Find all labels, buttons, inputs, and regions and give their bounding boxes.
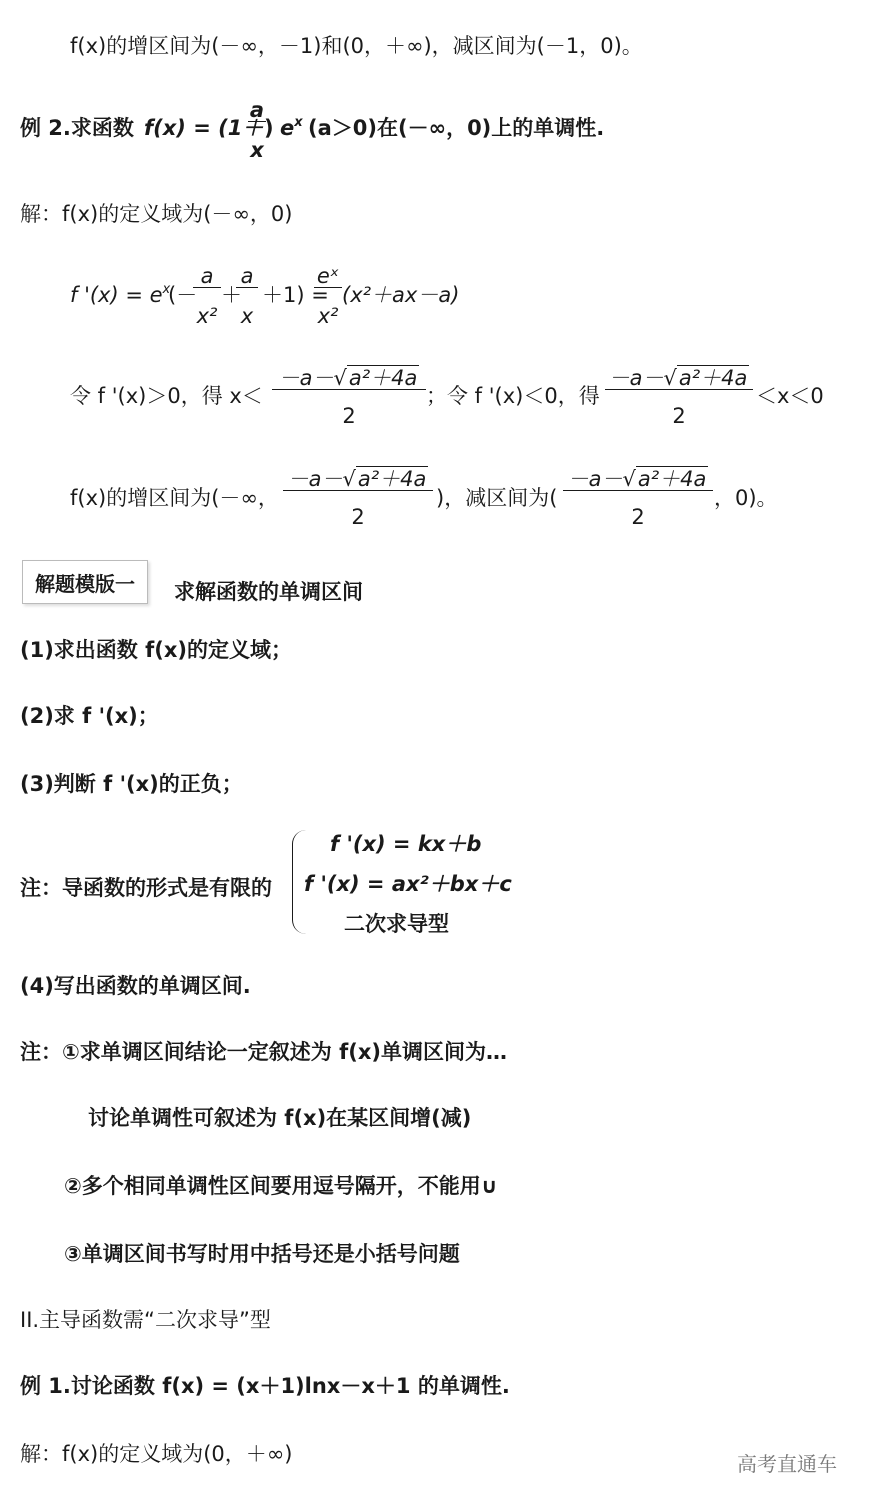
ineq-frac-1-num <box>272 368 426 389</box>
derivative-frac-3 <box>314 266 342 327</box>
template-tag: 解题模版一 <box>22 560 148 604</box>
exp-base: e <box>280 116 295 140</box>
intervals-part-1: f(x)的增区间为(－∞， <box>70 486 279 510</box>
watermark: 高考直通车 <box>737 1452 837 1476</box>
ineq-frac-2-pre: －a－ <box>608 366 664 390</box>
int-frac-1-den: 2 <box>283 490 433 528</box>
int-frac-1-rad: a²＋4a <box>357 467 427 491</box>
ineq-frac-1-rad: a²＋4a <box>348 366 418 390</box>
inequality-frac-2 <box>605 368 753 427</box>
inequality-part-2: ；令 f '(x)＜0，得 <box>426 384 600 408</box>
section-2-heading: II.主导函数需“二次求导”型 <box>20 1308 271 1332</box>
brace-item-quadratic: f '(x) = ax²＋bx＋c <box>304 872 512 896</box>
template-step-2: (2)求 f '(x)； <box>20 704 159 728</box>
int-frac-2-rad: a²＋4a <box>637 467 707 491</box>
sqrt-icon: √ <box>622 467 636 491</box>
template-step-1: (1)求出函数 f(x)的定义域； <box>20 638 292 662</box>
inequality-frac-1 <box>272 368 426 427</box>
note-3: ③单调区间书写时用中括号还是小括号问题 <box>64 1242 460 1266</box>
example-2-prefix: 例 2.求函数 <box>20 116 134 140</box>
template-step-3: (3)判断 f '(x)的正负； <box>20 772 243 796</box>
int-frac-2-num <box>563 469 713 490</box>
ineq-frac-1-pre: －a－ <box>278 366 334 390</box>
ineq-frac-1-den: 2 <box>272 389 426 427</box>
int-frac-2-pre: －a－ <box>567 467 623 491</box>
note-derivative-forms: 注：导函数的形式是有限的 <box>20 876 272 900</box>
example-2-condition: (a＞0)在(－∞，0)上的单调性. <box>308 116 605 140</box>
frac-1-num: a <box>200 264 214 288</box>
derivative-tail: ＋1) = <box>262 283 329 307</box>
frac-3-den: x² <box>314 287 342 327</box>
derivative-lhs-sup: x <box>162 282 171 297</box>
brace-item-linear: f '(x) = kx＋b <box>330 832 482 856</box>
sqrt-icon: √ <box>333 366 347 390</box>
template-step-4: (4)写出函数的单调区间. <box>20 974 251 998</box>
frac-1-den: x² <box>193 287 221 327</box>
derivative-frac-1 <box>193 266 221 327</box>
example-2-fraction-denominator: x <box>248 121 266 161</box>
frac-2-den: x <box>236 287 258 327</box>
derivative-lhs-text: f '(x) = e <box>70 283 163 307</box>
intervals-part-2: )，减区间为( <box>436 486 558 510</box>
ineq-frac-2-rad: a²＋4a <box>678 366 748 390</box>
example-2-fraction-numerator: a <box>249 98 265 122</box>
note-1: 注：①求单调区间结论一定叙述为 f(x)单调区间为… <box>20 1040 507 1064</box>
note-1b: 讨论单调性可叙述为 f(x)在某区间增(减) <box>88 1106 472 1130</box>
int-frac-2-den: 2 <box>563 490 713 528</box>
example-2-close-paren: ) <box>264 116 274 140</box>
sqrt-icon: √ <box>663 366 677 390</box>
ineq-frac-2-num <box>605 368 753 389</box>
solution-1-domain: 解：f(x)的定义域为(0，＋∞) <box>20 1442 293 1466</box>
derivative-open: (－ <box>168 283 198 307</box>
frac-2-num: a <box>240 264 254 288</box>
solution-2-domain: 解：f(x)的定义域为(－∞，0) <box>20 202 293 226</box>
inequality-part-3: ＜x＜0 <box>756 384 824 408</box>
int-frac-1-pre: －a－ <box>287 467 343 491</box>
brace-item-second-derivative: 二次求导型 <box>344 912 449 936</box>
note-2: ②多个相同单调性区间要用逗号隔开，不能用∪ <box>64 1174 498 1198</box>
frac-3-num: eˣ <box>316 264 340 288</box>
inequality-part-1: 令 f '(x)＞0，得 x＜ <box>70 384 263 408</box>
intervals-part-3: ，0)。 <box>714 486 778 510</box>
intervals-frac-2 <box>563 469 713 528</box>
example-2-function: f(x) = (1＋ <box>144 116 264 140</box>
int-frac-1-num <box>283 469 433 490</box>
example-1: 例 1.讨论函数 f(x) = (x＋1)lnx－x＋1 的单调性. <box>20 1374 510 1398</box>
template-title: 求解函数的单调区间 <box>174 580 363 604</box>
exp-sup: x <box>294 115 303 130</box>
sqrt-icon: √ <box>342 467 356 491</box>
derivative-frac-2 <box>236 266 258 327</box>
interval-conclusion-line: f(x)的增区间为(－∞，－1)和(0，＋∞)，减区间为(－1，0)。 <box>70 34 643 58</box>
derivative-rhs: (x²＋ax－a) <box>342 283 460 307</box>
example-2-exp <box>280 115 303 140</box>
ineq-frac-2-den: 2 <box>605 389 753 427</box>
derivative-plus: ＋ <box>221 283 242 307</box>
derivative-lhs <box>70 282 171 307</box>
intervals-frac-1 <box>283 469 433 528</box>
